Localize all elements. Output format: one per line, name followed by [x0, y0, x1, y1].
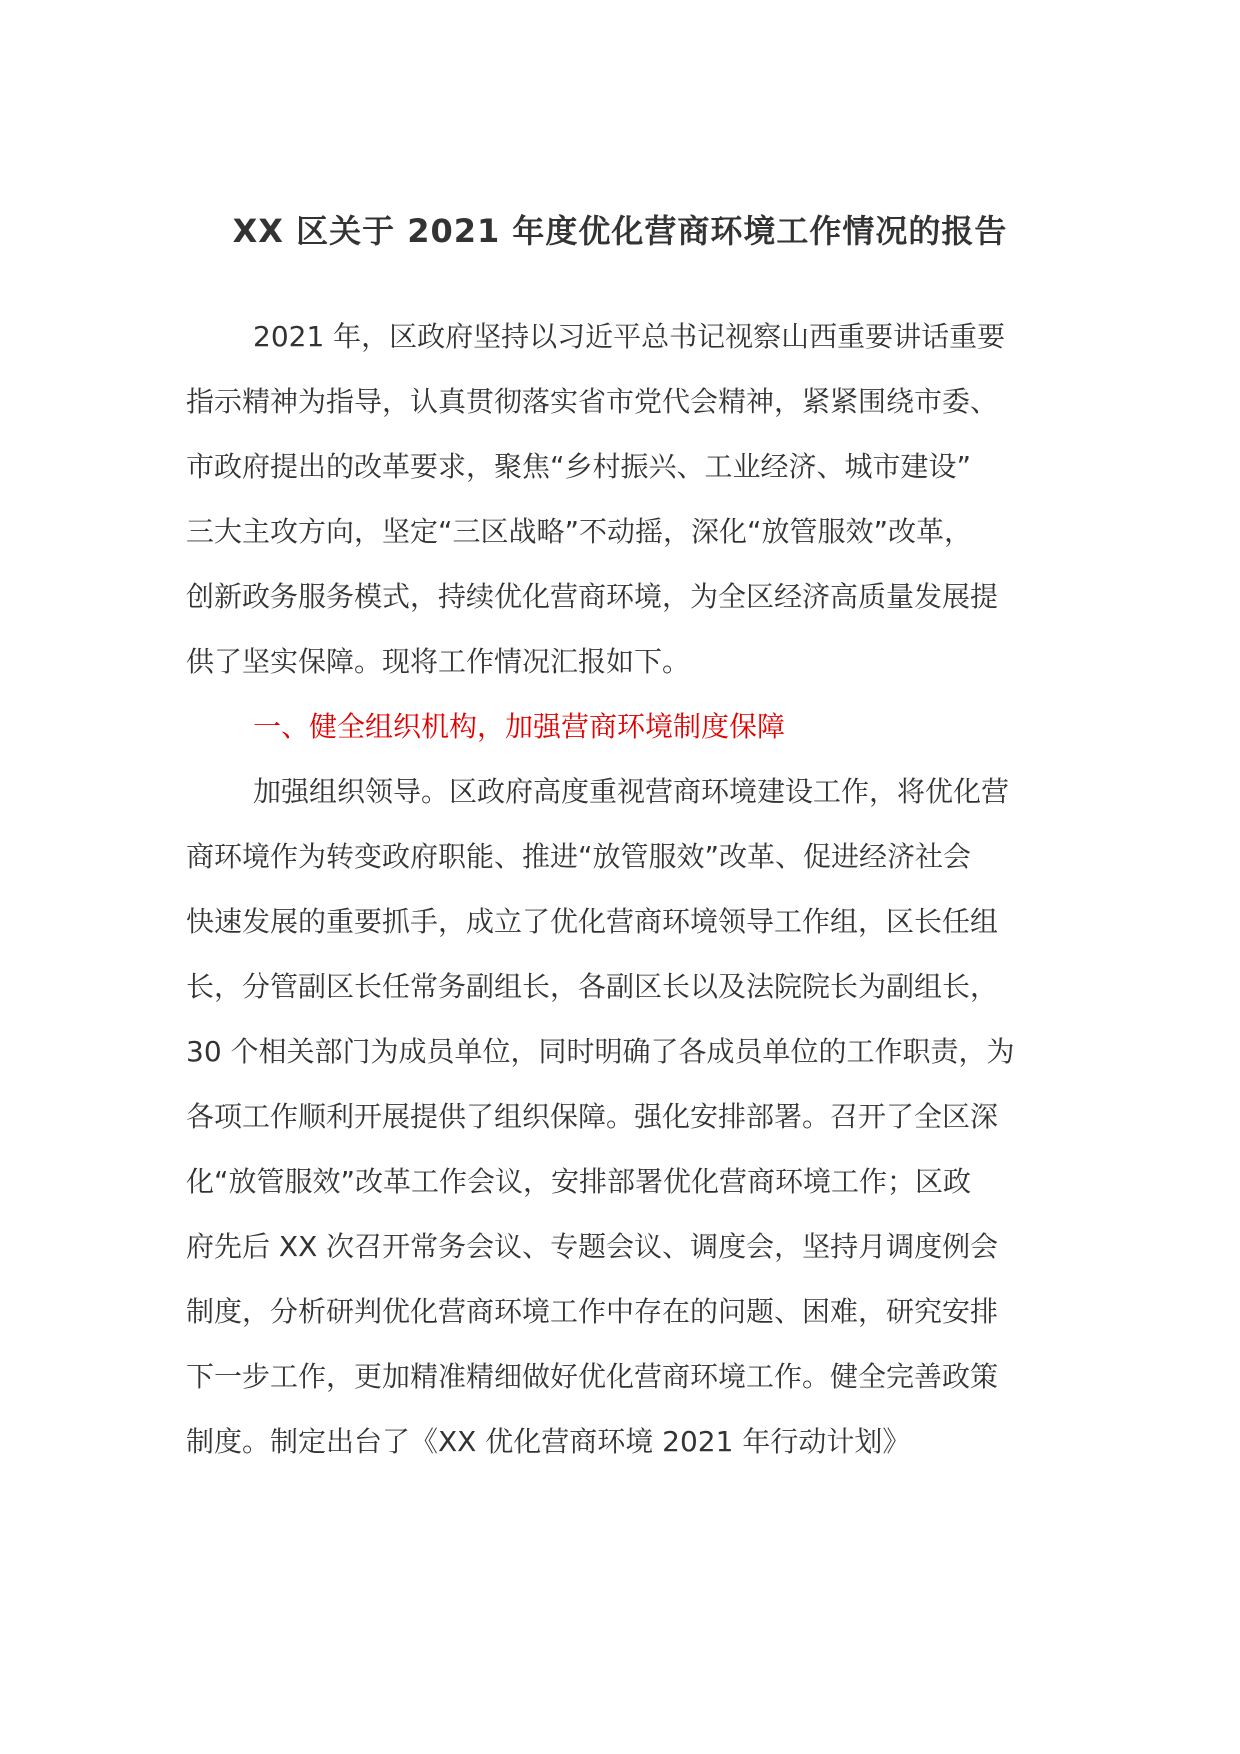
paragraph-line: 制度。制定出台了《XX 优化营商环境 2021 年行动计划》 — [186, 1425, 911, 1458]
paragraph-line: 指示精神为指导，认真贯彻落实省市党代会精神，紧紧围绕市委、 — [186, 385, 999, 418]
paragraph-line: 2021 年，区政府坚持以习近平总书记视察山西重要讲话重要 — [253, 320, 1006, 353]
paragraph-organization — [186, 759, 1066, 1474]
section-heading: 一、健全组织机构，加强营商环境制度保障 — [253, 710, 786, 743]
paragraph-line: 快速发展的重要抓手，成立了优化营商环境领导工作组，区长任组 — [186, 905, 999, 938]
document-body — [186, 304, 1066, 1474]
paragraph-line: 创新政务服务模式，持续优化营商环境，为全区经济高质量发展提 — [186, 580, 999, 613]
paragraph-line: 下一步工作，更加精准精细做好优化营商环境工作。健全完善政策 — [186, 1360, 999, 1393]
paragraph-line: 市政府提出的改革要求，聚焦“乡村振兴、工业经济、城市建设” — [186, 450, 972, 483]
paragraph-line: 化“放管服效”改革工作会议，安排部署优化营商环境工作；区政 — [186, 1165, 972, 1198]
paragraph-line: 各项工作顺利开展提供了组织保障。强化安排部署。召开了全区深 — [186, 1100, 999, 1133]
paragraph-line: 30 个相关部门为成员单位，同时明确了各成员单位的工作职责，为 — [186, 1035, 1015, 1068]
paragraph-line: 制度，分析研判优化营商环境工作中存在的问题、困难，研究安排 — [186, 1295, 999, 1328]
paragraph-intro — [186, 304, 1066, 694]
paragraph-line: 商环境作为转变政府职能、推进“放管服效”改革、促进经济社会 — [186, 840, 972, 873]
paragraph-line: 加强组织领导。区政府高度重视营商环境建设工作，将优化营 — [253, 775, 1010, 808]
paragraph-line: 三大主攻方向，坚定“三区战略”不动摇，深化“放管服效”改革， — [186, 515, 973, 548]
document-title: XX 区关于 2021 年度优化营商环境工作情况的报告 — [232, 212, 1008, 250]
paragraph-line: 供了坚实保障。现将工作情况汇报如下。 — [186, 645, 691, 678]
paragraph-line: 长，分管副区长任常务副组长，各副区长以及法院院长为副组长， — [186, 970, 999, 1003]
paragraph-line: 府先后 XX 次召开常务会议、专题会议、调度会，坚持月调度例会 — [186, 1230, 999, 1263]
